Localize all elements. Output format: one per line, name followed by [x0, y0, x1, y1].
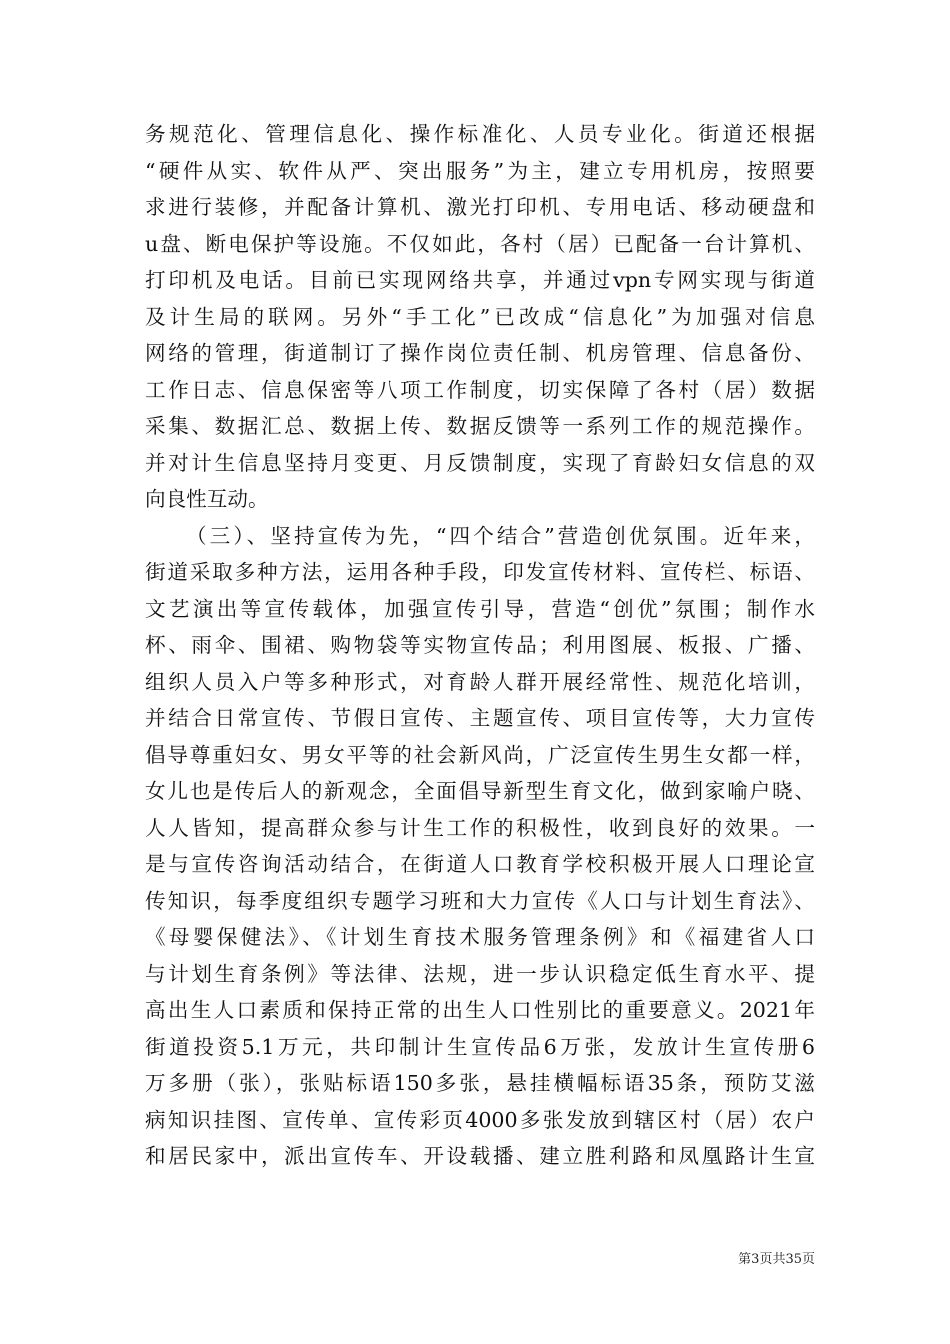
text-line: 女儿也是传后人的新观念，全面倡导新型生育文化，做到家喻户晓、	[145, 779, 815, 803]
text-line: 传知识，每季度组织专题学习班和大力宣传《人口与计划生育法》、	[145, 888, 815, 913]
text-line: “硬件从实、软件从严、突出服务”为主，建立专用机房，按照要	[145, 158, 815, 183]
text-line: 向良性互动。	[145, 487, 269, 511]
text-line: 务规范化、管理信息化、操作标准化、人员专业化。街道还根据	[145, 122, 815, 146]
text-line: 街道投资5.1万元，共印制计生宣传品6万张，发放计生宣传册6	[145, 1034, 815, 1059]
text-line: 文艺演出等宣传载体，加强宣传引导，营造“创优”氛围；制作水	[145, 596, 815, 621]
text-line: 和居民家中，派出宣传车、开设载播、建立胜利路和凤凰路计生宣	[145, 1144, 815, 1168]
text-line: 人人皆知，提高群众参与计生工作的积极性，收到良好的效果。一	[145, 815, 815, 840]
text-line: 求进行装修，并配备计算机、激光打印机、专用电话、移动硬盘和	[145, 195, 815, 219]
text-line: 街道采取多种方法，运用各种手段，印发宣传材料、宣传栏、标语、	[145, 560, 815, 584]
text-line: u盘、断电保护等设施。不仅如此，各村（居）已配备一台计算机、	[145, 231, 815, 256]
text-line: 病知识挂图、宣传单、宣传彩页4000多张发放到辖区村（居）农户	[145, 1107, 815, 1132]
text-line: 倡导尊重妇女、男女平等的社会新风尚，广泛宣传生男生女都一样，	[145, 742, 815, 767]
paragraph-heading-line: （三）、坚持宣传为先，“四个结合”营造创优氛围。近年来，	[186, 523, 815, 548]
text-line: 杯、雨伞、围裙、购物袋等实物宣传品；利用图展、板报、广播、	[145, 633, 815, 657]
text-line: 并对计生信息坚持月变更、月反馈制度，实现了育龄妇女信息的双	[145, 450, 815, 475]
text-line: 万多册（张），张贴标语150多张，悬挂横幅标语35条，预防艾滋	[145, 1071, 815, 1095]
text-line: 并结合日常宣传、节假日宣传、主题宣传、项目宣传等，大力宣传	[145, 706, 815, 730]
document-body	[145, 116, 815, 1175]
text-line: 及计生局的联网。另外“手工化”已改成“信息化”为加强对信息	[145, 304, 815, 329]
text-line: 《母婴保健法》、《计划生育技术服务管理条例》和《福建省人口	[145, 925, 815, 949]
text-line: 与计划生育条例》等法律、法规，进一步认识稳定低生育水平、提	[145, 961, 815, 986]
text-line: 网络的管理，街道制订了操作岗位责任制、机房管理、信息备份、	[145, 341, 815, 365]
text-line: 是与宣传咨询活动结合，在街道人口教育学校积极开展人口理论宣	[145, 852, 815, 876]
page-number: 第3页共35页	[738, 1252, 815, 1267]
text-line: 高出生人口素质和保持正常的出生人口性别比的重要意义。2021年	[145, 998, 815, 1022]
text-line: 采集、数据汇总、数据上传、数据反馈等一系列工作的规范操作。	[145, 414, 815, 438]
text-line: 工作日志、信息保密等八项工作制度，切实保障了各村（居）数据	[145, 377, 815, 402]
text-line: 打印机及电话。目前已实现网络共享，并通过vpn专网实现与街道	[145, 268, 815, 292]
text-line: 组织人员入户等多种形式，对育龄人群开展经常性、规范化培训，	[145, 669, 815, 694]
